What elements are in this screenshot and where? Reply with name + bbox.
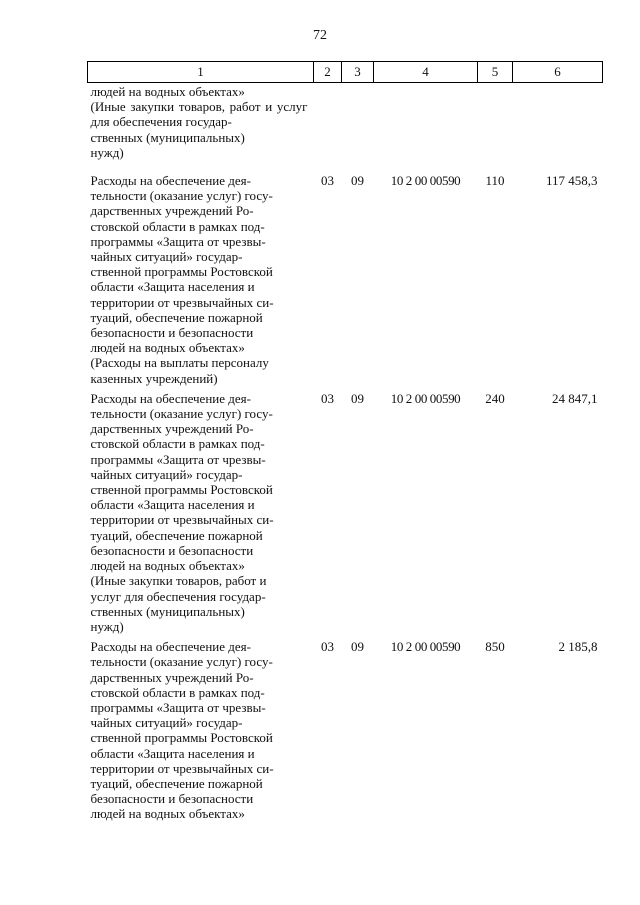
row-pr: 09 — [351, 390, 364, 406]
table-row — [88, 391, 603, 639]
row-csr — [374, 83, 478, 174]
row-description: Расходы на обеспечение дея- тельности (оказание услуг) госу- дарственных учреждений Ро- стовской области в рамках под- программы «Защита от чрезвы- чайных ситуаций» государ- ственной программы Ростовской области «Защита населения и территории от чрезвычайных си- туаций, обеспечение пожарной безопасности и безопасности людей на водных объектах» (Расходы на выплаты персоналу казенных учреждений) — [90, 173, 274, 386]
page-number: 72 — [313, 28, 327, 43]
column-header: 3 — [342, 62, 374, 83]
row-rz: 03 — [321, 173, 334, 189]
row-vr: 110 — [485, 173, 505, 189]
row-csr: 10 2 00 00590 — [390, 173, 461, 189]
row-pr — [342, 83, 374, 174]
budget-table — [87, 61, 603, 827]
column-header: 4 — [374, 62, 478, 83]
row-csr: 10 2 00 00590 — [390, 390, 461, 406]
column-header: 5 — [478, 62, 513, 83]
row-rz — [314, 83, 342, 174]
row-pr: 09 — [351, 173, 364, 189]
column-header: 6 — [513, 62, 603, 83]
row-csr: 10 2 00 00590 — [390, 639, 461, 655]
table-row — [88, 639, 603, 826]
row-rz: 03 — [321, 390, 334, 406]
row-description: людей на водных объектах» (Иные закупки товаров, работ и услуг для обеспечения государ- ственных (муниципальных) нужд) — [90, 84, 308, 160]
row-vr — [478, 83, 513, 174]
table-row — [88, 173, 603, 391]
table-header-row — [88, 62, 603, 83]
table-row — [88, 83, 603, 174]
row-amount: 24 847,1 — [552, 390, 598, 406]
row-vr: 240 — [485, 390, 505, 406]
row-amount: 2 185,8 — [558, 639, 598, 655]
row-vr: 850 — [485, 639, 505, 655]
column-header: 1 — [88, 62, 314, 83]
column-header: 2 — [314, 62, 342, 83]
row-rz: 03 — [321, 639, 334, 655]
row-pr: 09 — [351, 639, 364, 655]
row-description: Расходы на обеспечение дея- тельности (оказание услуг) госу- дарственных учреждений Ро- стовской области в рамках под- программы «Защита от чрезвы- чайных ситуаций» государ- ственной программы Ростовской области «Защита населения и территории от чрезвычайных си- туаций, обеспечение пожарной безопасности и безопасности людей на водных объектах» (Иные закупки товаров, работ и услуг для обеспечения государ- ственных (муниципальных) нужд) — [90, 390, 274, 634]
row-amount — [513, 83, 603, 174]
row-description: Расходы на обеспечение дея- тельности (оказание услуг) госу- дарственных учреждений Ро- стовской области в рамках под- программы «Защита от чрезвы- чайных ситуаций» государ- ственной программы Ростовской области «Защита населения и территории от чрезвычайных си- туаций, обеспечение пожарной безопасности и безопасности людей на водных объектах» — [90, 639, 274, 822]
row-amount: 117 458,3 — [545, 173, 598, 189]
